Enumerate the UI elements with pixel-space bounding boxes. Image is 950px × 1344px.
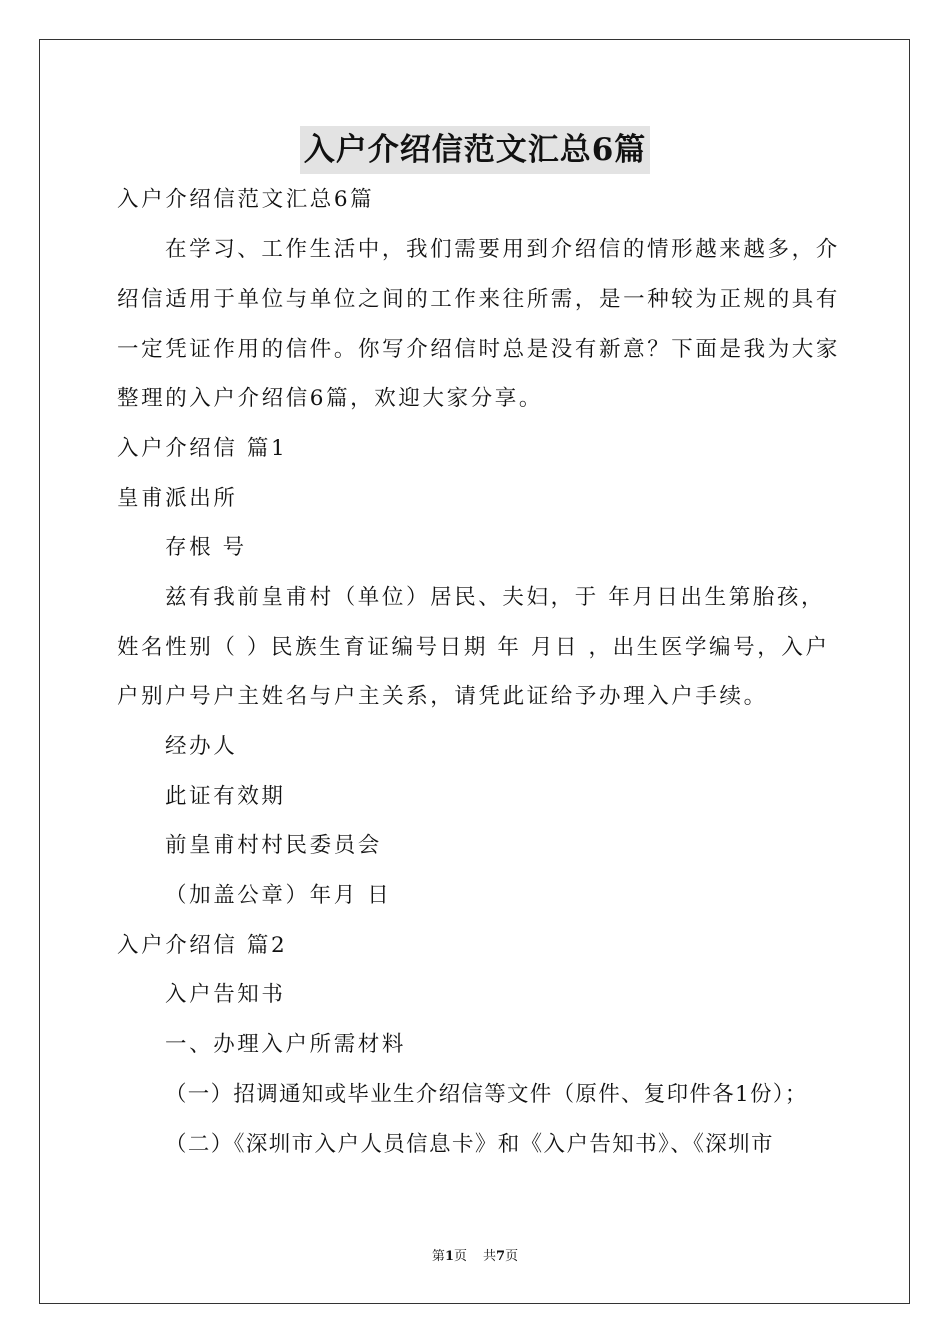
footer-total-suffix: 页 — [505, 1249, 519, 1264]
subtitle-line: 入户介绍信范文汇总6篇 — [117, 187, 375, 212]
body-line: 户别户号户主姓名与户主关系，请凭此证给予办理入户手续。 — [117, 684, 768, 709]
body-line: 存根 号 — [165, 535, 247, 560]
document-title: 入户介绍信范文汇总6篇 — [300, 126, 651, 174]
footer-page-current: 1 — [444, 1249, 454, 1264]
footer-page-prefix: 第 — [431, 1249, 445, 1264]
body-line: （一）招调通知或毕业生介绍信等文件（原件、复印件各1份）； — [165, 1082, 808, 1107]
section-heading: 入户介绍信 篇2 — [117, 933, 288, 958]
body-line: 前皇甫村村民委员会 — [165, 833, 382, 858]
body-line: 皇甫派出所 — [117, 486, 238, 511]
body-line: （加盖公章）年月 日 — [165, 883, 392, 908]
body-line: （二）《深圳市入户人员信息卡》和《入户告知书》、《深圳市 — [165, 1132, 774, 1157]
intro-paragraph-line: 绍信适用于单位与单位之间的工作来往所需，是一种较为正规的具有 — [117, 287, 841, 312]
intro-paragraph-line: 整理的入户介绍信6篇，欢迎大家分享。 — [117, 386, 543, 411]
footer-page-mid: 页 — [453, 1249, 467, 1264]
body-line: 姓名性别（ ）民族生育证编号日期 年 月日 ，出生医学编号，入户 — [117, 635, 830, 660]
intro-paragraph-line: 一定凭证作用的信件。你写介绍信时总是没有新意？下面是我为大家 — [117, 337, 841, 362]
intro-paragraph-line: 在学习、工作生活中，我们需要用到介绍信的情形越来越多，介 — [165, 237, 840, 262]
footer-page-total: 7 — [496, 1249, 506, 1264]
body-line: 此证有效期 — [165, 784, 286, 809]
body-line: 一、办理入户所需材料 — [165, 1032, 407, 1057]
section-heading: 入户介绍信 篇1 — [117, 436, 288, 461]
body-line: 经办人 — [165, 734, 238, 759]
body-line: 入户告知书 — [165, 982, 286, 1007]
title-wrapper — [0, 126, 950, 174]
page-footer — [0, 1248, 950, 1266]
page-border — [39, 39, 910, 1304]
footer-total-prefix: 共 — [483, 1249, 497, 1264]
body-line: 兹有我前皇甫村（单位）居民、夫妇，于 年月日出生第胎孩， — [165, 585, 826, 610]
